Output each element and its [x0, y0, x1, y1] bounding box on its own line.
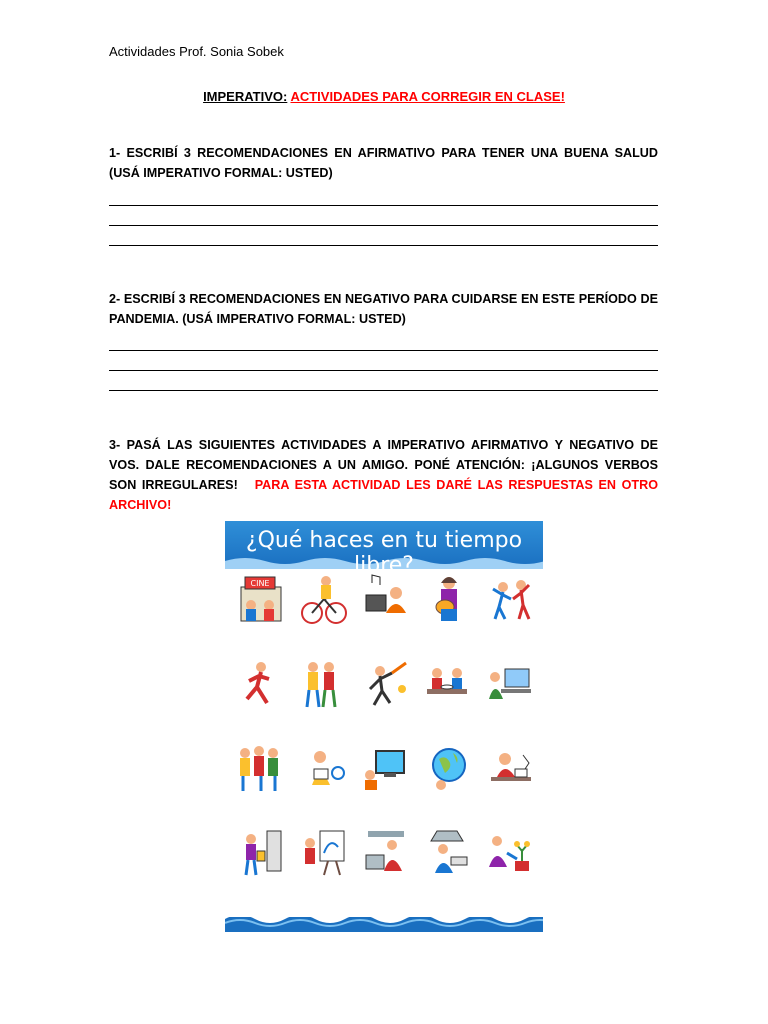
cycling-icon — [300, 573, 348, 625]
gardening-icon — [485, 827, 533, 879]
answer-line[interactable] — [109, 390, 658, 391]
poster-banner — [225, 521, 543, 578]
page-title — [0, 89, 768, 104]
poster-title: ¿Qué haces en tu tiempo libre? — [245, 528, 523, 578]
watching-tv-icon — [362, 743, 410, 795]
guitar-playing-icon — [425, 573, 473, 625]
answer-line[interactable] — [109, 245, 658, 246]
answer-line[interactable] — [109, 350, 658, 351]
sport-icon — [362, 659, 410, 711]
music-listening-icon — [362, 573, 410, 625]
cinema-icon — [237, 573, 285, 625]
exercise-3-instructions — [109, 435, 658, 515]
running-icon — [235, 659, 283, 711]
answer-line[interactable] — [109, 370, 658, 371]
shopping-icon — [237, 827, 285, 879]
answer-line[interactable] — [109, 225, 658, 226]
eating-out-icon — [423, 659, 471, 711]
poster-bottom-wave — [225, 909, 543, 932]
exercise-3-note: PARA ESTA ACTIVIDAD LES DARÉ LAS RESPUESTAS EN OTRO ARCHIVO! — [109, 478, 658, 512]
title-prefix: IMPERATIVO: — [203, 89, 288, 104]
free-time-poster — [225, 521, 543, 932]
studying-icon — [487, 743, 535, 795]
globe-icon — [425, 743, 473, 795]
title-highlight: ACTIVIDADES PARA CORREGIR EN CLASE! — [290, 89, 565, 104]
exercise-1-instructions: 1- ESCRIBÍ 3 RECOMENDACIONES EN AFIRMATIVO PARA TENER UNA BUENA SALUD (USÁ IMPERATIVO FORMAL: USTED) — [109, 146, 658, 180]
washing-dishes-icon — [423, 827, 471, 879]
reading-icon — [300, 743, 348, 795]
exercise-2-instructions: 2- ESCRIBÍ 3 RECOMENDACIONES EN NEGATIVO PARA CUIDARSE EN ESTE PERÍODO DE PANDEMIA. (USÁ IMPERATIVO FORMAL: USTED) — [109, 292, 658, 326]
page-header: Actividades Prof. Sonia Sobek — [109, 44, 284, 59]
painting-icon — [300, 827, 348, 879]
dancing-icon — [487, 573, 535, 625]
cooking-icon — [362, 827, 410, 879]
answer-line[interactable] — [109, 205, 658, 206]
walking-friends-icon — [297, 659, 345, 711]
computer-icon — [485, 659, 533, 711]
cinema-sign-text: CINE — [250, 579, 270, 588]
group-of-friends-icon — [235, 743, 283, 795]
exercise-3-text: 3- PASÁ LAS SIGUIENTES ACTIVIDADES A IMPERATIVO AFIRMATIVO Y NEGATIVO DE VOS. DALE RECOMENDACIONES A UN AMIGO. PONÉ ATENCIÓN: ¡ALGUNOS VERBOS SON IRREGULARES! — [109, 438, 658, 492]
